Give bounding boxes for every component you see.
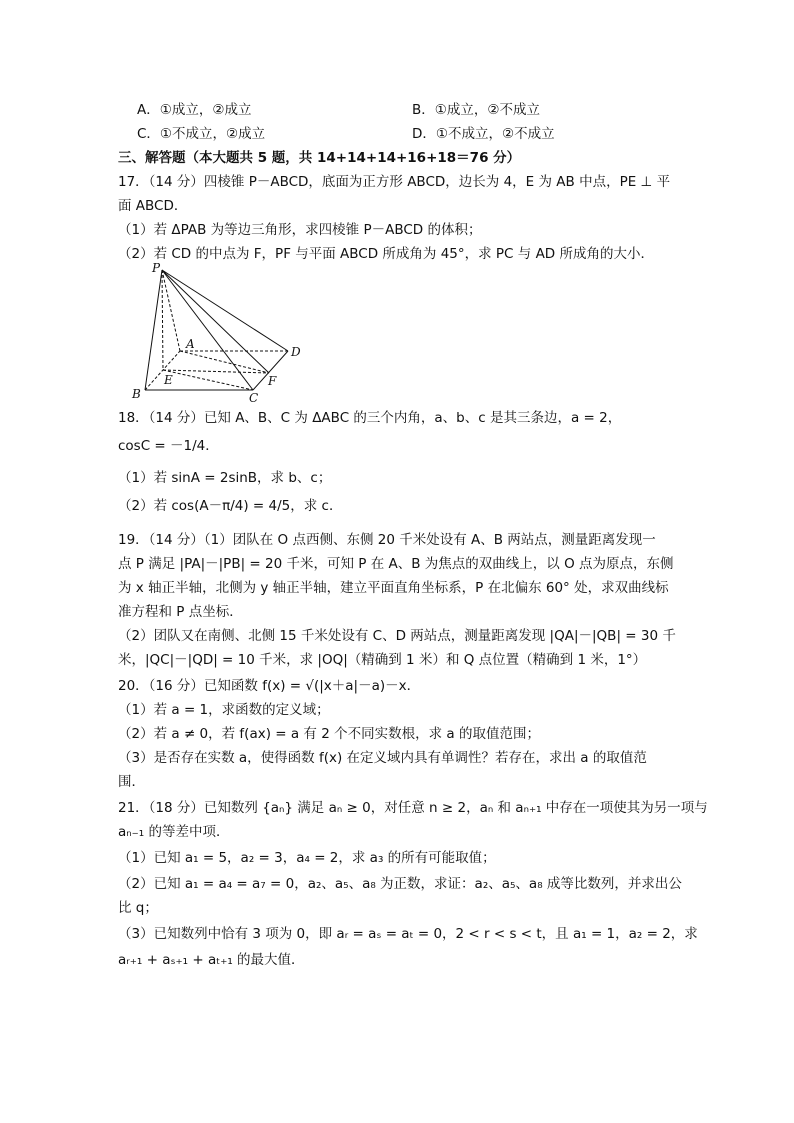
q21-part-3-line-2: aᵣ₊₁ + aₛ₊₁ + aₜ₊₁ 的最大值． [118,952,305,968]
label-d: D [291,345,301,359]
label-c: C [249,391,259,404]
q17-line-1: 17．（14 分）四棱锥 P－ABCD，底面为正方形 ABCD，边长为 4，E 为 AB 中点，PE ⊥ 平 [118,174,671,190]
q21-part-3-line-1: （3）已知数列中恰有 3 项为 0，即 aᵣ = aₛ = aₜ = 0，2 < r < s < t，且 a₁ = 1，a₂ = 2，求 [118,926,698,942]
q19-line-3: 为 x 轴正半轴，北侧为 y 轴正半轴，建立平面直角坐标系，P 在北偏东 60° 处，求双曲线标 [118,580,669,596]
label-e: E [164,373,173,387]
q17-part-1: （1）若 ΔPAB 为等边三角形，求四棱锥 P－ABCD 的体积； [118,222,482,238]
option-a: A．①成立，②成立 [137,102,252,118]
option-c: C．①不成立，②成立 [137,126,266,142]
edge-af [180,351,269,373]
q19-line-4: 准方程和 P 点坐标． [118,604,243,620]
q18-part-2: （2）若 cos(A－π/4) = 4/5，求 c． [118,498,343,514]
label-b: B [132,387,141,401]
q20-part-3-line-2: 围． [118,774,145,790]
q19-line-2: 点 P 满足 |PA|－|PB| = 20 千米，可知 P 在 A、B 为焦点的双曲线上，以 O 点为原点，东侧 [118,556,674,572]
q19-part-2-line-2: 米，|QC|－|QD| = 10 千米，求 |OQ|（精确到 1 米）和 Q 点位置（精确到 1 米，1°） [118,652,647,668]
label-f: F [268,374,277,388]
q21-part-2-line-1: （2）已知 a₁ = a₄ = a₇ = 0，a₂、a₅、a₈ 为正数，求证：a₂、a₅、a₈ 成等比数列，并求出公 [118,876,682,892]
q20-part-3-line-1: （3）是否存在实数 a，使得函数 f(x) 在定义域内具有单调性？若存在，求出 a 的取值范 [118,750,647,766]
q20-part-2: （2）若 a ≠ 0，若 f(ax) = a 有 2 个不同实数根，求 a 的取值范围； [118,726,540,742]
edge-pf [162,270,269,373]
q17-line-2: 面 ABCD． [118,198,188,214]
q21-part-1: （1）已知 a₁ = 5，a₂ = 3，a₄ = 2，求 a₃ 的所有可能取值； [118,850,496,866]
pyramid-figure [112,262,312,404]
q18-line-1: 18．（14 分）已知 A、B、C 为 ΔABC 的三个内角，a、b、c 是其三条边，a = 2， [118,410,622,426]
q21-line-2: aₙ₋₁ 的等差中项． [118,824,230,840]
label-a: A [186,337,195,351]
q18-line-2: cosC = －1/4． [118,438,219,454]
edge-ef [163,370,269,373]
option-b: B．①成立，②不成立 [412,102,540,118]
q19-part-2-line-1: （2）团队又在南侧、北侧 15 千米处设有 C、D 两站点，测量距离发现 |QA|－|QB| = 30 千 [118,628,676,644]
q20-line-1: 20．（16 分）已知函数 f(x) = √(|x＋a|－a)－x． [118,678,421,694]
q18-part-1: （1）若 sinA = 2sinB，求 b、c； [118,470,332,486]
q21-part-2-line-2: 比 q； [118,900,158,916]
q20-part-1: （1）若 a = 1，求函数的定义域； [118,702,330,718]
section-title: 三、解答题（本大题共 5 题，共 14+14+14+16+18＝76 分） [118,150,521,166]
option-d: D．①不成立，②不成立 [412,126,555,142]
q21-line-1: 21．（18 分）已知数列 {aₙ} 满足 aₙ ≥ 0，对任意 n ≥ 2，aₙ 和 aₙ₊₁ 中存在一项使其为另一项与 [118,800,708,816]
q19-line-1: 19．（14 分）（1）团队在 O 点西侧、东侧 20 千米处设有 A、B 两站点，测量距离发现一 [118,532,656,548]
edge-pe [162,270,163,370]
edge-pd [162,270,288,351]
q17-part-2: （2）若 CD 的中点为 F，PF 与平面 ABCD 所成角为 45°，求 PC 与 AD 所成角的大小． [118,246,654,262]
edge-pb [145,270,162,390]
label-p: P [152,262,161,275]
